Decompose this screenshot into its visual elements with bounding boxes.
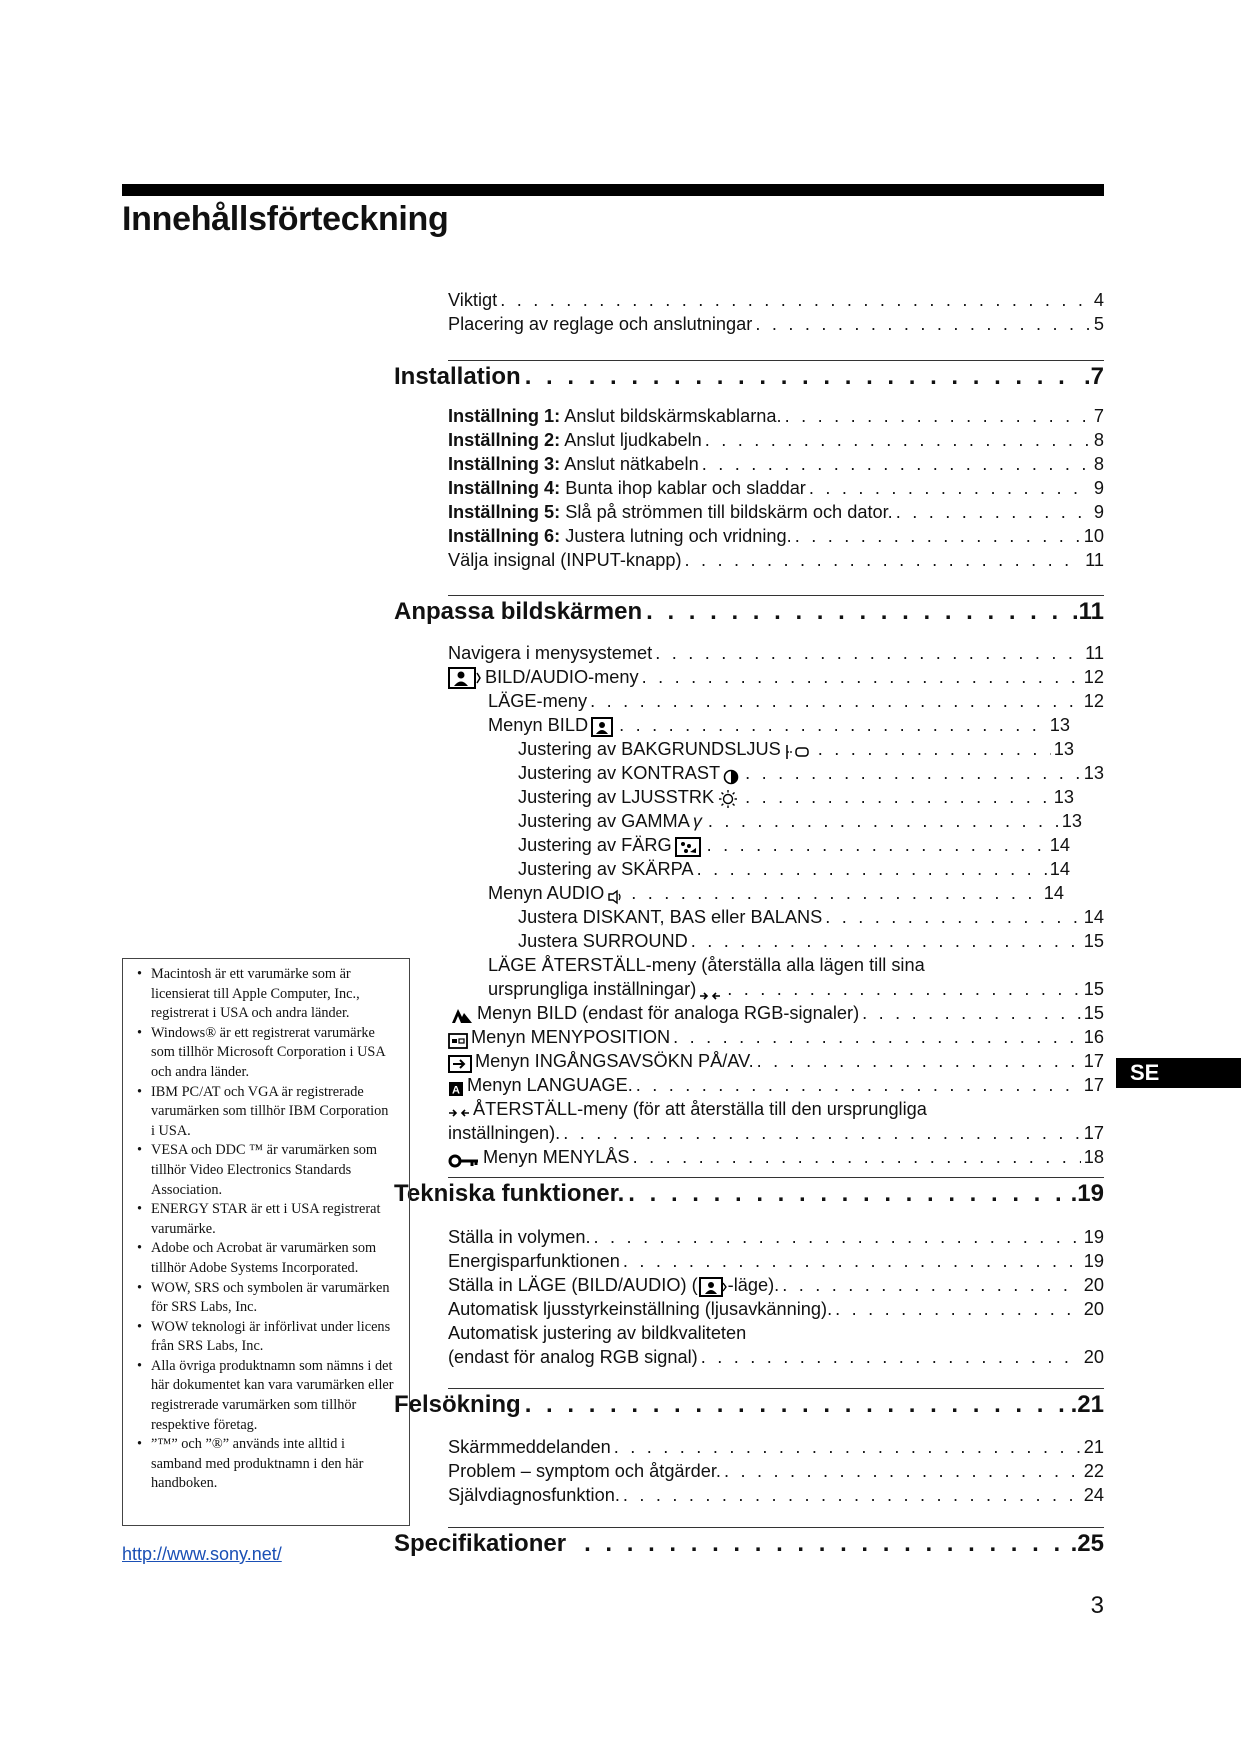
trademark-note: • WOW teknologi är införlivat under licens från SRS Labs, Inc.	[135, 1318, 395, 1357]
trademark-note: • ”™” och ”®” används inte alltid i samband med produktnamn i den här handboken.	[135, 1435, 395, 1494]
section-felsokning[interactable]: Felsökning . . . .21	[394, 1390, 1104, 1420]
toc-entry-surround[interactable]: Justera SURROUND . . . 15	[518, 929, 1104, 953]
toc-entry-energispar[interactable]: Energisparfunktionen . . . 19	[448, 1249, 1104, 1273]
audio-speaker-icon	[607, 889, 625, 905]
section-specifikationer[interactable]: Specifikationer . . . .25	[394, 1529, 1104, 1559]
svg-text:A: A	[452, 1084, 460, 1097]
toc-entry-kontrast[interactable]: Justering av KONTRAST . . . 13	[518, 761, 1104, 785]
toc-entry-volymen[interactable]: Ställa in volymen. . . . 19	[448, 1225, 1104, 1249]
toc-entry-menyn-bild[interactable]: Menyn BILD . . . 13	[488, 713, 1070, 737]
toc-entry-menyn-audio[interactable]: Menyn AUDIO . . . 14	[488, 881, 1064, 905]
reset-icon	[448, 1108, 470, 1118]
toc-entry-aterstall-line1[interactable]: ÅTERSTÄLL-meny (för att återställa till den ursprungliga	[448, 1097, 1104, 1121]
menu-lock-key-icon	[448, 1153, 480, 1169]
toc-entry-skarpa[interactable]: Justering av SKÄRPA . . . 14	[518, 857, 1070, 881]
toc-entry-skarmmeddelanden[interactable]: Skärmmeddelanden . . . 21	[448, 1435, 1104, 1459]
trademark-note: • Macintosh är ett varumärke som är licensierat till Apple Computer, Inc., registrerat i USA och andra länder.	[135, 965, 395, 1024]
section-divider	[448, 360, 1104, 361]
toc-entry-installning-3[interactable]: Inställning 3: Anslut nätkabeln . . . 8	[448, 452, 1104, 476]
toc-entry-menylas[interactable]: Menyn MENYLÅS . . . 18	[448, 1145, 1104, 1169]
contrast-icon	[723, 769, 739, 785]
analog-rgb-icon	[450, 1007, 474, 1025]
sony-website-link[interactable]: http://www.sony.net/	[122, 1544, 282, 1564]
trademark-notes-box	[122, 958, 410, 1526]
toc-entry-language[interactable]: A Menyn LANGUAGE. . . . 17	[448, 1073, 1104, 1097]
toc-entry-auto-justering[interactable]: (endast för analog RGB signal) . . . 20	[448, 1345, 1104, 1369]
toc-entry-gamma[interactable]: Justering av GAMMA γ . . . 13	[518, 809, 1082, 833]
toc-entry-lage-meny[interactable]: LÄGE-meny . . . 12	[488, 689, 1104, 713]
toc-entry-placering[interactable]: Placering av reglage och anslutningar . . . 5	[448, 312, 1104, 336]
toc-entry-sjalvdiagnos[interactable]: Självdiagnosfunktion. . . . 24	[448, 1483, 1104, 1507]
toc-entry-installning-5[interactable]: Inställning 5: Slå på strömmen till bildskärm och dator. . . . 9	[448, 500, 1104, 524]
language-icon	[448, 1081, 464, 1097]
toc-entry-viktigt[interactable]: Viktigt . . . 4	[448, 288, 1104, 312]
picture-icon	[591, 717, 613, 737]
trademark-note: • Windows® är ett registrerat varumärke som tillhör Microsoft Corporation i USA och andra länder.	[135, 1024, 395, 1083]
gamma-icon: γ	[692, 811, 702, 831]
toc-entry-auto-justering-line1[interactable]: Automatisk justering av bildkvaliteten	[448, 1323, 747, 1343]
section-anpassa-bildskarmen[interactable]: Anpassa bildskärmen . . . .11	[394, 597, 1104, 627]
picture-audio-icon	[448, 667, 482, 689]
toc-entry-lage-aterstall[interactable]: ursprungliga inställningar) . . . 15	[488, 977, 1104, 1001]
trademark-note: • ENERGY STAR är ett i USA registrerat varumärke.	[135, 1200, 395, 1239]
picture-audio-icon	[699, 1277, 727, 1297]
reset-icon	[699, 991, 721, 1001]
color-icon	[675, 837, 701, 857]
toc-entry-ingangsavsokn[interactable]: Menyn INGÅNGSAVSÖKN PÅ/AV. . . . 17	[448, 1049, 1104, 1073]
toc-entry-valja-insignal[interactable]: Välja insignal (INPUT-knapp) . . . 11	[448, 548, 1104, 572]
toc-entry-ljusavkanning[interactable]: Automatisk ljusstyrkeinställning (ljusavkänning). . . . 20	[448, 1297, 1104, 1321]
trademark-note: • Alla övriga produktnamn som nämns i det här dokumentet kan vara varumärken eller registrerade varumärken som tillhör respektive företag.	[135, 1357, 395, 1435]
page-number: 3	[1090, 1592, 1104, 1619]
section-installation[interactable]: Installation . . . .7	[394, 362, 1104, 392]
toc-entry-installning-2[interactable]: Inställning 2: Anslut ljudkabeln . . . 8	[448, 428, 1104, 452]
trademark-note: • WOW, SRS och symbolen är varumärken för SRS Labs, Inc.	[135, 1279, 395, 1318]
brightness-icon	[717, 789, 739, 809]
page-title: Innehållsförteckning	[122, 200, 449, 238]
section-divider	[448, 595, 1104, 596]
toc-entry-diskant-bas-balans[interactable]: Justera DISKANT, BAS eller BALANS . . . 14	[518, 905, 1104, 929]
toc-entry-bild-audio-meny[interactable]: BILD/AUDIO-meny . . . 12	[448, 665, 1104, 689]
toc-entry-stalla-in-lage[interactable]: Ställa in LÄGE (BILD/AUDIO) ( -läge). . . . 20	[448, 1273, 1104, 1297]
section-tekniska-funktioner[interactable]: Tekniska funktioner. . . . .19	[394, 1179, 1104, 1209]
toc-entry-installning-4[interactable]: Inställning 4: Bunta ihop kablar och sladdar . . . 9	[448, 476, 1104, 500]
toc-entry-navigera[interactable]: Navigera i menysystemet . . . 11	[448, 641, 1104, 665]
toc-entry-aterstall[interactable]: inställningen). . . . 17	[448, 1121, 1104, 1145]
section-divider	[448, 1527, 1104, 1528]
toc-entry-problem[interactable]: Problem – symptom och åtgärder. . . . 22	[448, 1459, 1104, 1483]
section-divider	[448, 1177, 1104, 1178]
input-sensing-icon	[448, 1055, 472, 1073]
toc-entry-bakgrundsljus[interactable]: Justering av BAKGRUNDSLJUS . . . 13	[518, 737, 1074, 761]
toc-entry-installning-1[interactable]: Inställning 1: Anslut bildskärmskablarna. . . . 7	[448, 404, 1104, 428]
menu-position-icon	[448, 1033, 468, 1049]
toc-entry-menyn-bild-analog[interactable]: Menyn BILD (endast för analoga RGB-signaler) . . . 15	[448, 1001, 1104, 1025]
toc-entry-farg[interactable]: Justering av FÄRG . . . 14	[518, 833, 1070, 857]
backlight-icon	[784, 743, 812, 761]
trademark-note: • VESA och DDC ™ är varumärken som tillhör Video Electronics Standards Association.	[135, 1141, 395, 1200]
header-rule	[122, 184, 1104, 196]
language-tab: SE	[1116, 1058, 1241, 1088]
toc-entry-installning-6[interactable]: Inställning 6: Justera lutning och vridning. . . . 10	[448, 524, 1104, 548]
toc-entry-lage-aterstall-line1[interactable]: LÄGE ÅTERSTÄLL-meny (återställa alla lägen till sina	[488, 955, 925, 975]
toc-entry-menyposition[interactable]: Menyn MENYPOSITION . . . 16	[448, 1025, 1104, 1049]
toc-entry-ljusstrk[interactable]: Justering av LJUSSTRK . . . 13	[518, 785, 1074, 809]
trademark-note: • IBM PC/AT och VGA är registrerade varumärken som tillhör IBM Corporation i USA.	[135, 1083, 395, 1142]
trademark-note: • Adobe och Acrobat är varumärken som tillhör Adobe Systems Incorporated.	[135, 1239, 395, 1278]
section-divider	[448, 1388, 1104, 1389]
